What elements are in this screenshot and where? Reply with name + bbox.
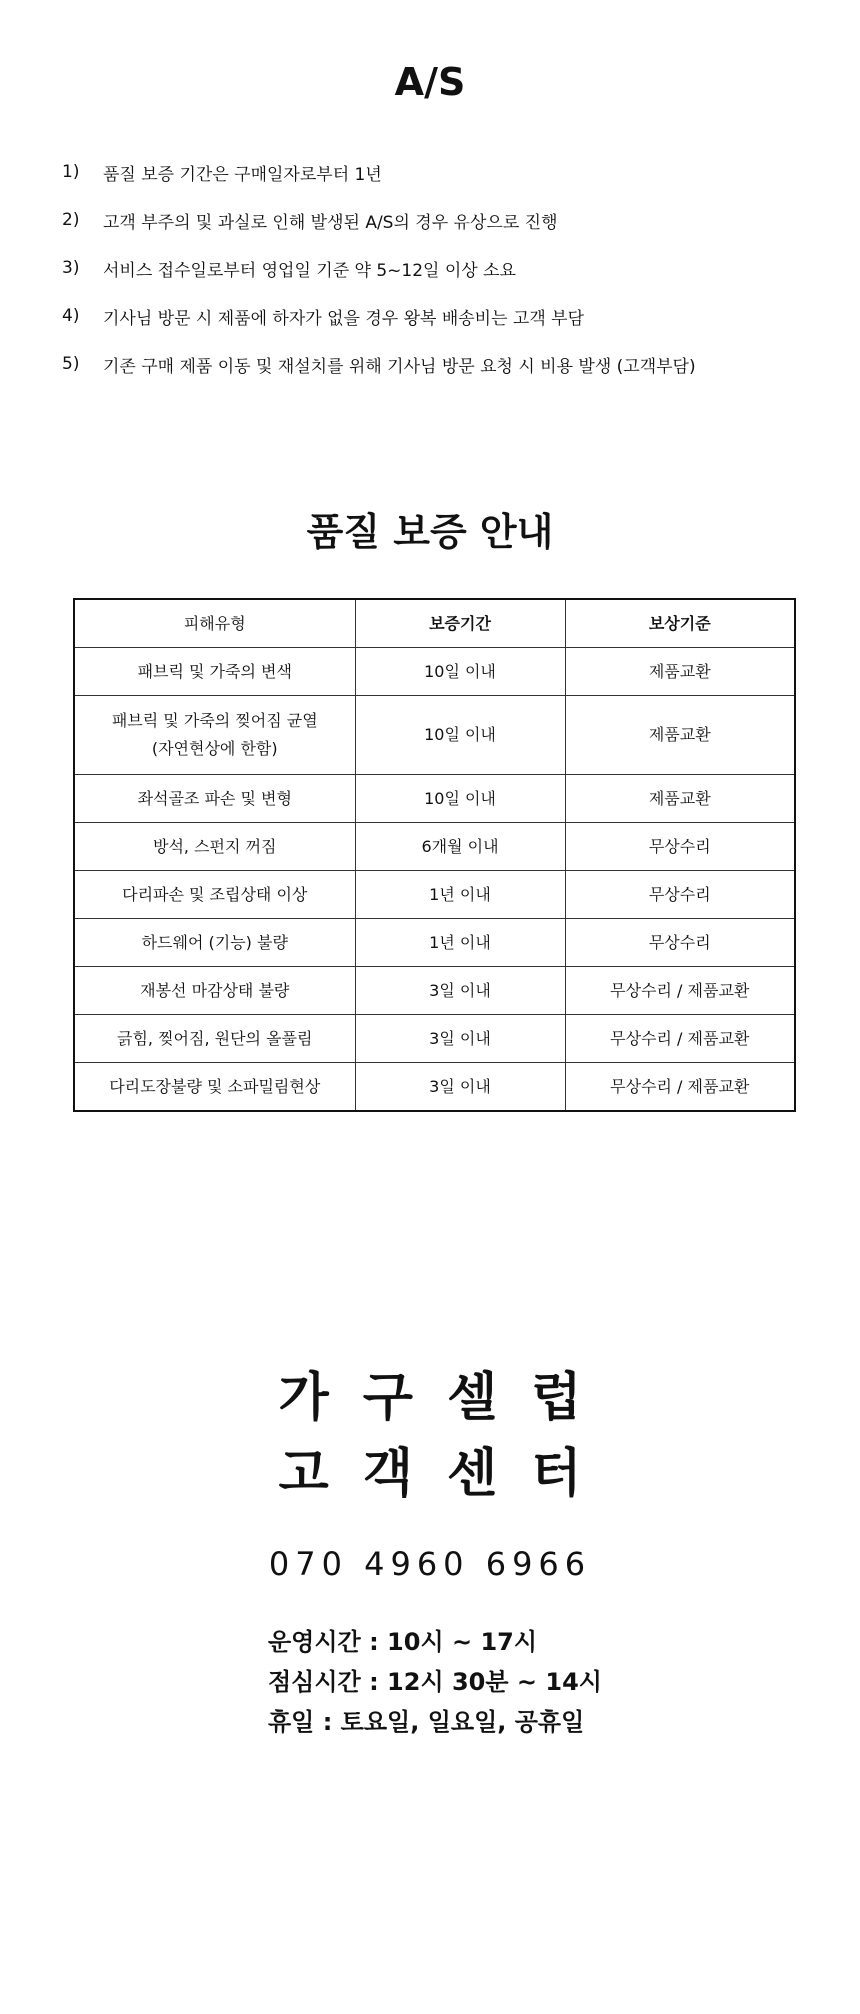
as-policy-number: 1): [62, 162, 80, 182]
warranty-period-cell: 3일 이내: [355, 1015, 565, 1063]
business-hours: [268, 1622, 768, 1742]
as-policy-text: 고객 부주의 및 과실로 인해 발생된 A/S의 경우 유상으로 진행: [103, 212, 558, 233]
as-policy-number: 3): [62, 258, 80, 278]
compensation-cell: 무상수리 / 제품교환: [565, 1063, 795, 1112]
compensation-cell: 무상수리 / 제품교환: [565, 1015, 795, 1063]
as-policy-list: [62, 148, 822, 388]
warranty-table: [73, 598, 796, 1112]
as-policy-number: 4): [62, 306, 80, 326]
as-policy-number: 5): [62, 354, 80, 374]
warranty-period-cell: 10일 이내: [355, 775, 565, 823]
compensation-cell: 무상수리: [565, 871, 795, 919]
header-compensation: 보상기준: [565, 599, 795, 648]
table-row: [74, 775, 795, 823]
compensation-cell: 무상수리: [565, 919, 795, 967]
as-policy-item: [62, 340, 822, 388]
damage-type-cell: 다리파손 및 조립상태 이상: [74, 871, 355, 919]
as-policy-item: [62, 148, 822, 196]
as-policy-item: [62, 292, 822, 340]
header-damage-type: 피해유형: [74, 599, 355, 648]
as-policy-text: 품질 보증 기간은 구매일자로부터 1년: [103, 164, 382, 185]
customer-center-heading: [0, 1360, 860, 1512]
warranty-period-cell: 3일 이내: [355, 967, 565, 1015]
table-row: [74, 919, 795, 967]
warranty-title: 품질 보증 안내: [306, 510, 554, 554]
damage-type-note: (자연현상에 한함): [151, 739, 278, 758]
table-row: [74, 648, 795, 696]
compensation-cell: 제품교환: [565, 696, 795, 775]
brand-name: 가구셀럽: [278, 1368, 616, 1428]
as-policy-text: 기존 구매 제품 이동 및 재설치를 위해 기사님 방문 요청 시 비용 발생 (고객부담): [103, 356, 696, 377]
damage-type-cell: 하드웨어 (기능) 불량: [74, 919, 355, 967]
header-warranty-period: 보증기간: [355, 599, 565, 648]
table-row: [74, 1015, 795, 1063]
phone-number: 070 4960 6966: [268, 1545, 592, 1583]
table-row: [74, 871, 795, 919]
damage-type-cell: 패브릭 및 가죽의 변색: [74, 648, 355, 696]
as-policy-text: 서비스 접수일로부터 영업일 기준 약 5~12일 이상 소요: [103, 260, 516, 281]
table-header-row: [74, 599, 795, 648]
as-policy-item: [62, 244, 822, 292]
warranty-period-cell: 10일 이내: [355, 648, 565, 696]
damage-type-cell: 재봉선 마감상태 불량: [74, 967, 355, 1015]
warranty-period-cell: 10일 이내: [355, 696, 565, 775]
as-policy-number: 2): [62, 210, 80, 230]
damage-type-cell: [74, 696, 355, 775]
warranty-period-cell: 1년 이내: [355, 871, 565, 919]
compensation-cell: 무상수리 / 제품교환: [565, 967, 795, 1015]
warranty-period-cell: 6개월 이내: [355, 823, 565, 871]
as-title: A/S: [394, 60, 466, 104]
holiday-info: 휴일 : 토요일, 일요일, 공휴일: [268, 1708, 585, 1736]
compensation-cell: 무상수리: [565, 823, 795, 871]
as-policy-text: 기사님 방문 시 제품에 하자가 없을 경우 왕복 배송비는 고객 부담: [103, 308, 585, 329]
table-row: [74, 1063, 795, 1112]
warranty-period-cell: 1년 이내: [355, 919, 565, 967]
table-row: [74, 823, 795, 871]
operating-hours: 운영시간 : 10시 ~ 17시: [268, 1628, 538, 1656]
damage-type-cell: 좌석골조 파손 및 변형: [74, 775, 355, 823]
damage-type-text: 패브릭 및 가죽의 찢어짐 균열: [111, 711, 318, 730]
compensation-cell: 제품교환: [565, 648, 795, 696]
damage-type-cell: 다리도장불량 및 소파밀림현상: [74, 1063, 355, 1112]
lunch-hours: 점심시간 : 12시 30분 ~ 14시: [268, 1668, 602, 1696]
as-policy-item: [62, 196, 822, 244]
damage-type-cell: 긁힘, 찢어짐, 원단의 올풀림: [74, 1015, 355, 1063]
warranty-period-cell: 3일 이내: [355, 1063, 565, 1112]
table-row: [74, 696, 795, 775]
table-row: [74, 967, 795, 1015]
compensation-cell: 제품교환: [565, 775, 795, 823]
damage-type-cell: 방석, 스펀지 꺼짐: [74, 823, 355, 871]
customer-center-label: 고객센터: [278, 1444, 616, 1504]
